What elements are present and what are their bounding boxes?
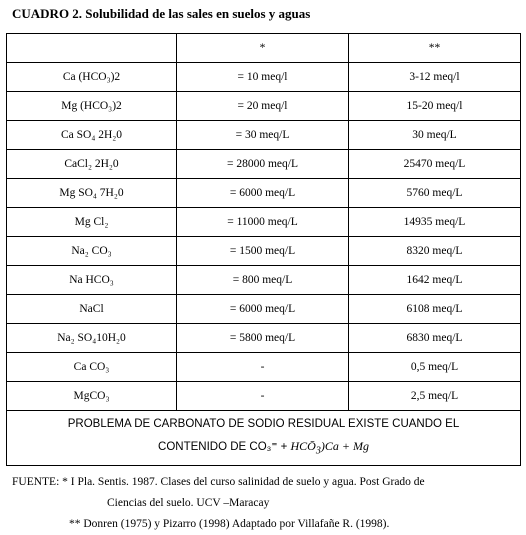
note-line-2-text: CONTENIDO DE CO₃⁼ + [158, 441, 288, 454]
footer-line-3: ** Donren (1975) y Pizarro (1998) Adaptado por Villafañe R. (1998). [69, 518, 390, 530]
ref2-value-cell: 1642 meq/L [349, 266, 521, 295]
ref2-value-cell: 6108 meq/L [349, 295, 521, 324]
table-row [7, 382, 521, 411]
salt-cell: MgCO₃ [7, 382, 177, 411]
table-row [7, 237, 521, 266]
ref1-value-cell: = 6000 meq/L [177, 295, 349, 324]
header-row [7, 34, 521, 63]
footer-line-2: Ciencias del suelo. UCV –Maracay [107, 497, 270, 509]
footer-line-1: FUENTE: * I Pla. Sentis. 1987. Clases del curso salinidad de suelo y agua. Post Grado de [12, 476, 425, 488]
ref2-value-cell: 3-12 meq/l [349, 63, 521, 92]
table-row [7, 150, 521, 179]
salt-cell: Na₂ SO₄10H₂0 [7, 324, 177, 353]
ref2-value-cell: 5760 meq/L [349, 179, 521, 208]
ref1-value-cell: - [177, 353, 349, 382]
table-row [7, 121, 521, 150]
table-caption: CUADRO 2. Solubilidad de las sales en suelos y aguas [12, 6, 311, 21]
ref1-value-cell: - [177, 382, 349, 411]
ref2-value-cell: 8320 meq/L [349, 237, 521, 266]
formula-hco: HCŌ [290, 439, 316, 454]
source-footer [12, 472, 425, 535]
salt-cell: Na₂ CO₃ [7, 237, 177, 266]
table-row [7, 353, 521, 382]
formula [290, 439, 369, 457]
table-row [7, 266, 521, 295]
header-cell-salt [7, 34, 177, 63]
formula-ca-mg: )Ca + Mg [320, 439, 369, 454]
formula-subscript: 3 [315, 445, 321, 457]
ref2-value-cell: 14935 meq/L [349, 208, 521, 237]
table-row [7, 324, 521, 353]
table-body [7, 34, 521, 411]
salt-cell: NaCl [7, 295, 177, 324]
salt-cell: Mg SO₄ 7H₂0 [7, 179, 177, 208]
ref1-value-cell: = 20 meq/l [177, 92, 349, 121]
ref2-value-cell: 2,5 meq/L [349, 382, 521, 411]
ref2-value-cell: 15-20 meq/l [349, 92, 521, 121]
note-line-2 [7, 435, 520, 462]
solubility-table [6, 33, 521, 466]
salt-cell: Ca SO₄ 2H₂0 [7, 121, 177, 150]
note-line-1: PROBLEMA DE CARBONATO DE SODIO RESIDUAL EXISTE CUANDO EL [67, 418, 460, 431]
ref2-value-cell: 0,5 meq/L [349, 353, 521, 382]
ref1-value-cell: = 11000 meq/L [177, 208, 349, 237]
ref2-value-cell: 6830 meq/L [349, 324, 521, 353]
table-row [7, 92, 521, 121]
header-cell-ref1: * [177, 34, 349, 63]
note-body [7, 411, 521, 466]
note-row [7, 411, 521, 466]
ref1-value-cell: = 30 meq/L [177, 121, 349, 150]
ref1-value-cell: = 28000 meq/L [177, 150, 349, 179]
table-row [7, 295, 521, 324]
ref1-value-cell: = 1500 meq/L [177, 237, 349, 266]
salt-cell: Mg (HCO₃)2 [7, 92, 177, 121]
header-cell-ref2: ** [349, 34, 521, 63]
table-row [7, 63, 521, 92]
residual-carbonate-note [7, 411, 521, 466]
salt-cell: Na HCO₃ [7, 266, 177, 295]
ref1-value-cell: = 10 meq/l [177, 63, 349, 92]
salt-cell: CaCl₂ 2H₂0 [7, 150, 177, 179]
ref2-value-cell: 30 meq/L [349, 121, 521, 150]
salt-cell: Mg Cl₂ [7, 208, 177, 237]
salt-cell: Ca CO₃ [7, 353, 177, 382]
table-row [7, 208, 521, 237]
ref1-value-cell: = 5800 meq/L [177, 324, 349, 353]
ref1-value-cell: = 6000 meq/L [177, 179, 349, 208]
ref1-value-cell: = 800 meq/L [177, 266, 349, 295]
salt-cell: Ca (HCO₃)2 [7, 63, 177, 92]
ref2-value-cell: 25470 meq/L [349, 150, 521, 179]
table-row [7, 179, 521, 208]
